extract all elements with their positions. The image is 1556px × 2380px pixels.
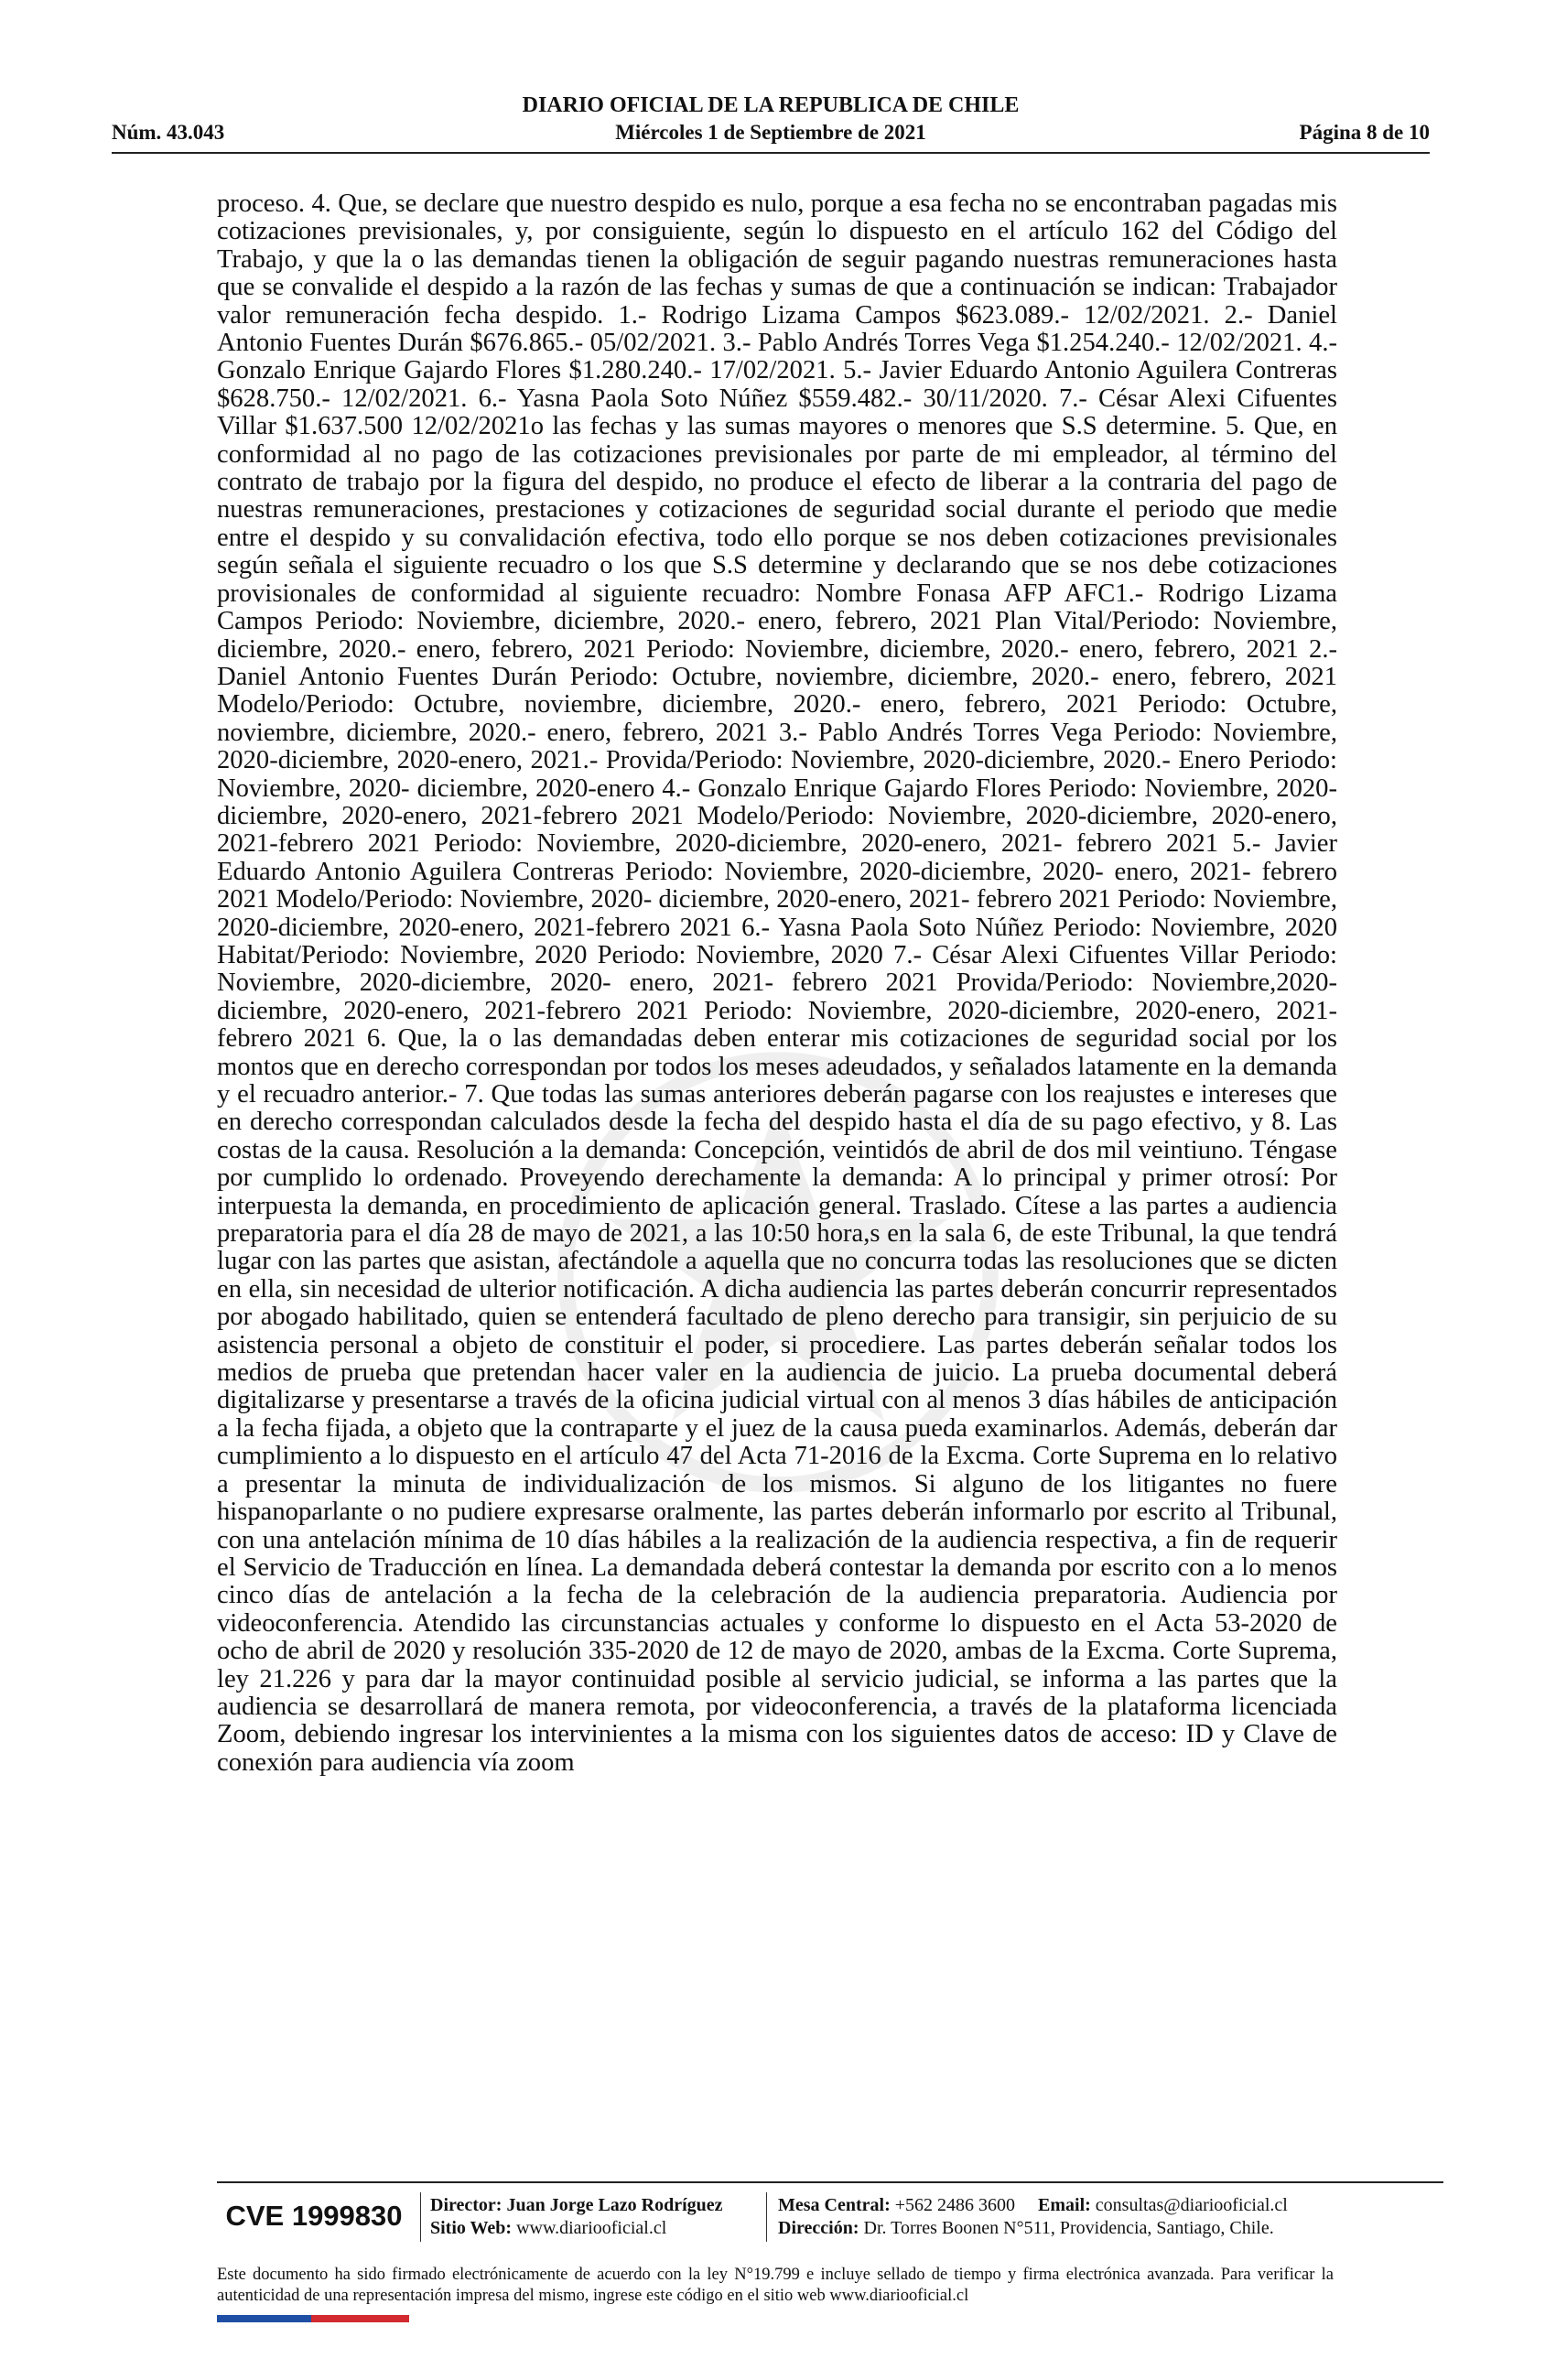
page-indicator: Página 8 de 10 bbox=[1299, 121, 1430, 144]
header-meta-row bbox=[112, 121, 1430, 148]
publication-title: DIARIO OFICIAL DE LA REPUBLICA DE CHILE bbox=[522, 93, 1020, 117]
legal-notice: Este documento ha sido firmado electrónicamente de acuerdo con la ley N°19.799 e incluye sellado de tiempo y firma electrónica avanzada. Para verificar la autenticidad de una representación impresa del mismo, ingrese este código en el sitio web www.diariooficial.cl bbox=[217, 2266, 1334, 2305]
cve-code: CVE 1999830 bbox=[225, 2200, 403, 2232]
address-value: Dr. Torres Boonen N°511, Providencia, Santiago, Chile. bbox=[863, 2218, 1274, 2238]
header-divider bbox=[112, 152, 1430, 154]
footer-separator bbox=[766, 2192, 767, 2242]
footer-separator bbox=[420, 2192, 421, 2242]
footer-contact-block bbox=[778, 2194, 1288, 2240]
phone-label: Mesa Central: bbox=[778, 2195, 891, 2215]
director-name: Juan Jorge Lazo Rodríguez bbox=[506, 2195, 723, 2215]
flag-bar-red bbox=[311, 2315, 409, 2322]
phone-value: +562 2486 3600 bbox=[894, 2195, 1016, 2215]
article-body: proceso. 4. Que, se declare que nuestro despido es nulo, porque a esa fecha no se encontraban pagadas mis cotizaciones previsionales, y, por consiguiente, según lo dispuesto en el artículo 162 del Código del Trabajo, y que la o las demandas tienen la obligación de seguir pagando nuestras remuneraciones hasta que se convalide el despido a la razón de las fechas y sumas de que a continuación se indican: Trabajador valor remuneración fecha despido. 1.- Rodrigo Lizama Campos $623.089.- 12/02/2021. 2.- Daniel Antonio Fuentes Durán $676.865.- 05/02/2021. 3.- Pablo Andrés Torres Vega $1.254.240.- 12/02/2021. 4.- Gonzalo Enrique Gajardo Flores $1.280.240.- 17/02/2021. 5.- Javier Eduardo Antonio Aguilera Contreras $628.750.- 12/02/2021. 6.- Yasna Paola Soto Núñez $559.482.- 30/11/2020. 7.- César Alexi Cifuentes Villar $1.637.500 12/02/2021o las fechas y las sumas mayores o menores que S.S determine. 5. Que, en conformidad al no pago de las cotizaciones previsionales por parte de mi empleador, al término del contrato de trabajo por la figura del despido, no produce el efecto de liberar a la contraria del pago de nuestras remuneraciones, prestaciones y cotizaciones de seguridad social durante el periodo que medie entre el despido y su convalidación efectiva, todo ello porque se nos deben cotizaciones previsionales según señala el siguiente recuadro o los que S.S determine y declarando que se nos debe cotizaciones provisionales de conformidad al siguiente recuadro: Nombre Fonasa AFP AFC1.- Rodrigo Lizama Campos Periodo: Noviembre, diciembre, 2020.- enero, febrero, 2021 Plan Vital/Periodo: Noviembre, diciembre, 2020.- enero, febrero, 2021 Periodo: Noviembre, diciembre, 2020.- enero, febrero, 2021 2.- Daniel Antonio Fuentes Durán Periodo: Octubre, noviembre, diciembre, 2020.- enero, febrero, 2021 Modelo/Periodo: Octubre, noviembre, diciembre, 2020.- enero, febrero, 2021 Periodo: Octubre, noviembre, diciembre, 2020.- enero, febrero, 2021 3.- Pablo Andrés Torres Vega Periodo: Noviembre, 2020-diciembre, 2020-enero, 2021.- Provida/Periodo: Noviembre, 2020-diciembre, 2020.- Enero Periodo: Noviembre, 2020- diciembre, 2020-enero 4.- Gonzalo Enrique Gajardo Flores Periodo: Noviembre, 2020-diciembre, 2020-enero, 2021-febrero 2021 Modelo/Periodo: Noviembre, 2020-diciembre, 2020-enero, 2021-febrero 2021 Periodo: Noviembre, 2020-diciembre, 2020-enero, 2021- febrero 2021 5.- Javier Eduardo Antonio Aguilera Contreras Periodo: Noviembre, 2020-diciembre, 2020- enero, 2021- febrero 2021 Modelo/Periodo: Noviembre, 2020- diciembre, 2020-enero, 2021- febrero 2021 Periodo: Noviembre, 2020-diciembre, 2020-enero, 2021-febrero 2021 6.- Yasna Paola Soto Núñez Periodo: Noviembre, 2020 Habitat/Periodo: Noviembre, 2020 Periodo: Noviembre, 2020 7.- César Alexi Cifuentes Villar Periodo: Noviembre, 2020-diciembre, 2020- enero, 2021- febrero 2021 Provida/Periodo: Noviembre,2020- diciembre, 2020-enero, 2021-febrero 2021 Periodo: Noviembre, 2020-diciembre, 2020-enero, 2021-febrero 2021 6. Que, la o las demandadas deben enterar mis cotizaciones de seguridad social por los montos que en derecho correspondan por todos los meses adeudados, y señalados latamente en la demanda y el recuadro anterior.- 7. Que todas las sumas anteriores deberán pagarse con los reajustes e intereses que en derecho correspondan calculados desde la fecha del despido hasta el día de su pago efectivo, y 8. Las costas de la causa. Resolución a la demanda: Concepción, veintidós de abril de dos mil veintiuno. Téngase por cumplido lo ordenado. Proveyendo derechamente la demanda: A lo principal y primer otrosí: Por interpuesta la demanda, en procedimiento de aplicación general. Traslado. Cítese a las partes a audiencia preparatoria para el día 28 de mayo de 2021, a las 10:50 hora,s en la sala 6, de este Tribunal, la que tendrá lugar con las partes que asistan, afectándole a aquella que no concurra todas las resoluciones que se dicten en ella, sin necesidad de ulterior notificación. A dicha audiencia las partes deberán concurrir representados por abogado habilitado, quien se entenderá facultado de pleno derecho para transigir, sin perjuicio de su asistencia personal a objeto de constituir el poder, si procediere. Las partes deberán señalar todos los medios de prueba que pretendan hacer valer en la audiencia de juicio. La prueba documental deberá digitalizarse y presentarse a través de la oficina judicial virtual con al menos 3 días hábiles de anticipación a la fecha fijada, a objeto que la contraparte y el juez de la causa pueda examinarlos. Además, deberán dar cumplimiento a lo dispuesto en el artículo 47 del Acta 71-2016 de la Excma. Corte Suprema en lo relativo a presentar la minuta de individualización de los mismos. Si alguno de los litigantes no fuere hispanoparlante o no pudiere expresarse oralmente, las partes deberán informarlo por escrito al Tribunal, con una antelación mínima de 10 días hábiles a la realización de la audiencia respectiva, a fin de requerir el Servicio de Traducción en línea. La demandada deberá contestar la demanda por escrito con a lo menos cinco días de antelación a la fecha de la celebración de la audiencia preparatoria. Audiencia por videoconferencia. Atendido las circunstancias actuales y conforme lo dispuesto en el Acta 53-2020 de ocho de abril de 2020 y resolución 335-2020 de 12 de mayo de 2020, ambas de la Excma. Corte Suprema, ley 21.226 y para dar la mayor continuidad posible al servicio judicial, se informa a las partes que la audiencia se desarrollará de manera remota, por videoconferencia, a través de la plataforma licenciada Zoom, debiendo ingresar los intervinientes a la misma con los siguientes datos de acceso: ID y Clave de conexión para audiencia vía zoom bbox=[217, 189, 1337, 1777]
web-link[interactable]: www.diariooficial.cl bbox=[516, 2218, 667, 2238]
address-label: Dirección: bbox=[778, 2218, 859, 2238]
footer-director-block bbox=[430, 2194, 723, 2240]
email-label: Email: bbox=[1038, 2195, 1091, 2215]
director-label: Director: bbox=[430, 2195, 502, 2215]
footer-divider bbox=[217, 2181, 1443, 2183]
flag-bar-blue bbox=[217, 2315, 311, 2322]
web-label: Sitio Web: bbox=[430, 2218, 513, 2238]
issue-number: Núm. 43.043 bbox=[112, 121, 225, 144]
issue-date: Miércoles 1 de Septiembre de 2021 bbox=[615, 121, 926, 144]
page-header bbox=[112, 93, 1430, 148]
page-footer bbox=[217, 2192, 1443, 2247]
email-link[interactable]: consultas@diariooficial.cl bbox=[1095, 2195, 1288, 2215]
